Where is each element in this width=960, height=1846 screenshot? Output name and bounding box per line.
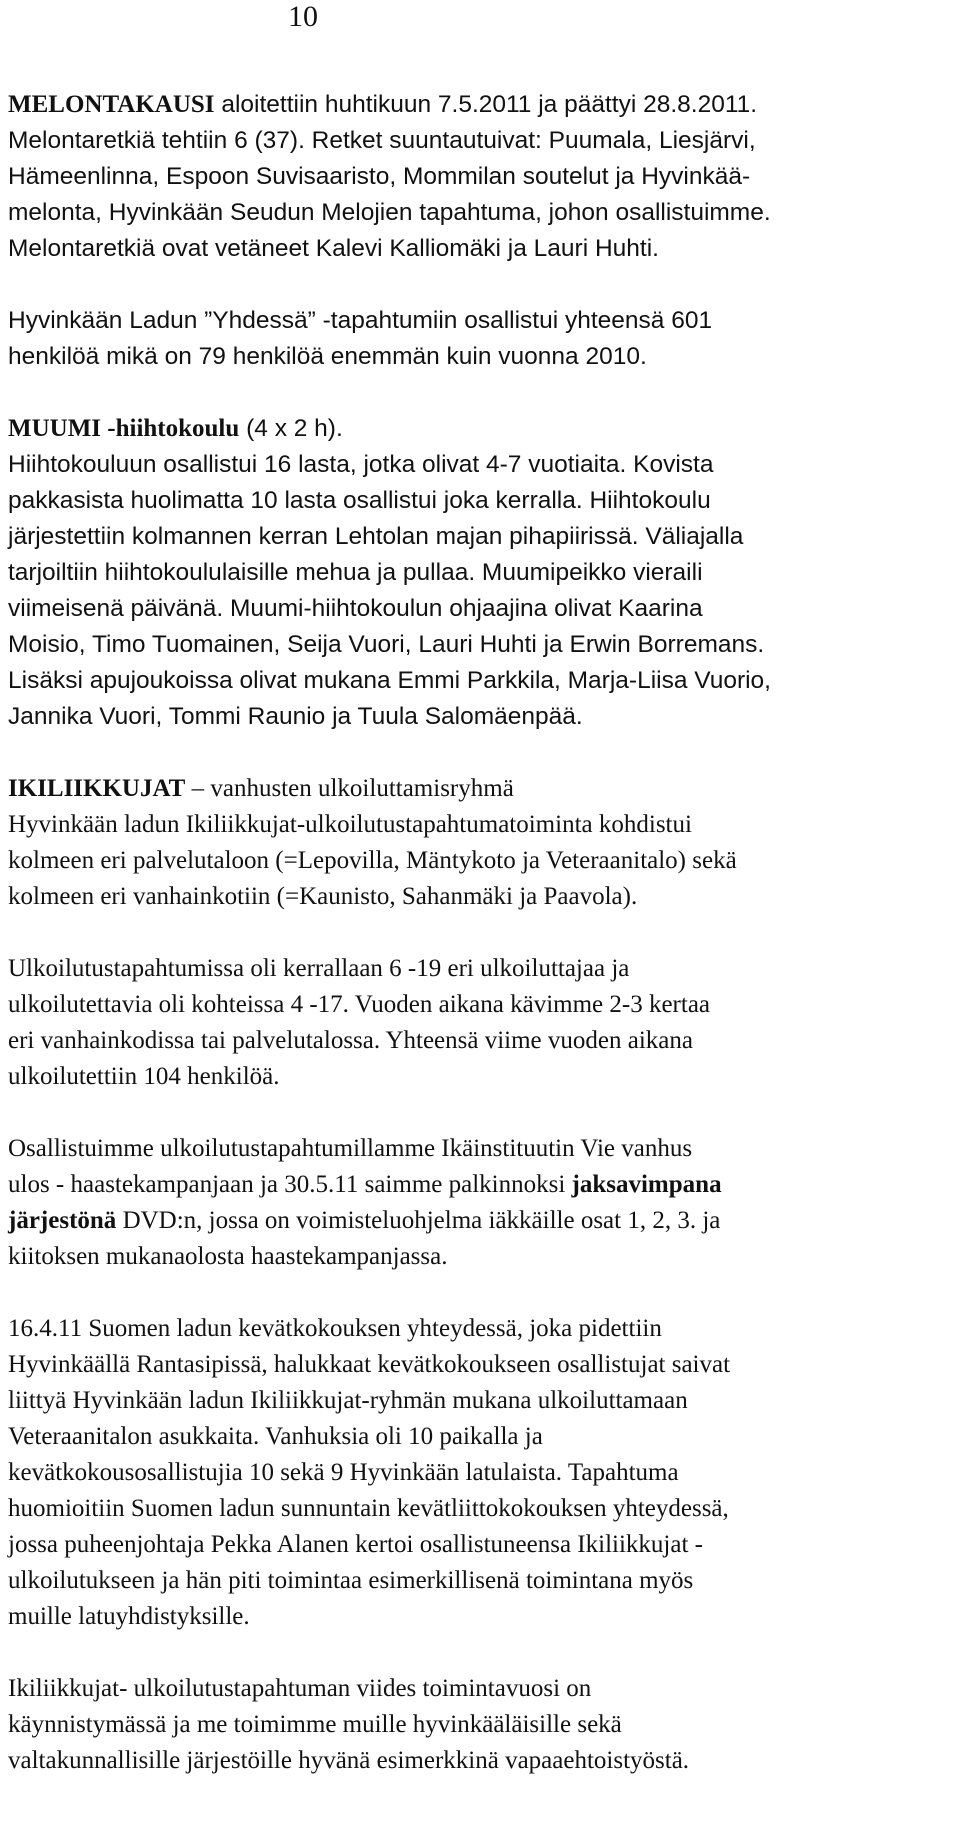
melonta-line: Hämeenlinna, Espoon Suvisaaristo, Mommilan soutelut ja Hyvinkää- xyxy=(8,163,751,190)
muumi-line: tarjoiltiin hiihtokoululaisille mehua ja pullaa. Muumipeikko vieraili xyxy=(8,559,703,586)
muumi-line: järjestettiin kolmannen kerran Lehtolan majan pihapiirissä. Väliajalla xyxy=(8,523,744,550)
kampanja-line: kiitoksen mukanaolosta haastekampanjassa. xyxy=(8,1243,448,1270)
muumi-paragraph xyxy=(8,411,952,735)
ikiliikkujat-line: kolmeen eri vanhainkotiin (=Kaunisto, Sahanmäki ja Paavola). xyxy=(8,883,638,910)
page-number: 10 xyxy=(288,0,318,33)
muumi-line: Moisio, Timo Tuomainen, Seija Vuori, Lauri Huhti ja Erwin Borremans. xyxy=(8,631,765,658)
muumi-line: Jannika Vuori, Tommi Raunio ja Tuula Salomäenpää. xyxy=(8,703,583,730)
kampanja-line: Osallistuimme ulkoilutustapahtumillamme Ikäinstituutin Vie vanhus xyxy=(8,1135,693,1162)
muumi-heading: MUUMI -hiihtokoulu xyxy=(8,415,240,442)
ulkoilu-line: ulkoilutettavia oli kohteissa 4 -17. Vuoden aikana kävimme 2-3 kertaa xyxy=(8,991,711,1018)
kevatkokous-line: jossa puheenjohtaja Pekka Alanen kertoi osallistuneensa Ikiliikkujat - xyxy=(8,1531,703,1558)
kampanja-line: ulos - haastekampanjaan ja 30.5.11 saimme palkinnoksi jaksavimpana xyxy=(8,1171,722,1198)
ikiliikkujat-heading-line: IKILIIKKUJAT – vanhusten ulkoiluttamisryhmä xyxy=(8,775,514,802)
yhdessa-paragraph xyxy=(8,303,952,375)
kevatkokous-line: liittyä Hyvinkään ladun Ikiliikkujat-ryhmän mukana ulkoiluttamaan xyxy=(8,1387,688,1414)
kevatkokous-line: kevätkokousosallistujia 10 sekä 9 Hyvinkään latulaista. Tapahtuma xyxy=(8,1459,679,1486)
muumi-heading-line: MUUMI -hiihtokoulu (4 x 2 h). xyxy=(8,415,343,442)
ikiliikkujat-line: Hyvinkään ladun Ikiliikkujat-ulkoilutustapahtumatoiminta kohdistui xyxy=(8,811,692,838)
melonta-line: melonta, Hyvinkään Seudun Melojien tapahtuma, johon osallistuimme. xyxy=(8,199,771,226)
melonta-line: Melontaretkiä ovat vetäneet Kalevi Kalliomäki ja Lauri Huhti. xyxy=(8,235,659,262)
kevatkokous-line: 16.4.11 Suomen ladun kevätkokouksen yhteydessä, joka pidettiin xyxy=(8,1315,662,1342)
viides-line: Ikiliikkujat- ulkoilutustapahtuman viides toimintavuosi on xyxy=(8,1675,592,1702)
ulkoilu-line: eri vanhainkodissa tai palvelutalossa. Yhteensä viime vuoden aikana xyxy=(8,1027,693,1054)
ikiliikkujat-heading: IKILIIKKUJAT xyxy=(8,775,186,802)
muumi-line: Lisäksi apujoukoissa olivat mukana Emmi Parkkila, Marja-Liisa Vuorio, xyxy=(8,667,771,694)
melonta-heading: MELONTAKAUSI xyxy=(8,91,215,118)
ulkoilu-line: ulkoilutettiin 104 henkilöä. xyxy=(8,1063,280,1090)
jarjestona-bold: järjestönä xyxy=(8,1207,117,1234)
viides-line: valtakunnallisille järjestöille hyvänä esimerkkinä vapaaehtoistyöstä. xyxy=(8,1747,690,1774)
ikiliikkujat-line: kolmeen eri palvelutaloon (=Lepovilla, Mäntykoto ja Veteraanitalo) sekä xyxy=(8,847,737,874)
muumi-line: pakkasista huolimatta 10 lasta osallistui joka kerralla. Hiihtokoulu xyxy=(8,487,711,514)
document-body xyxy=(8,87,952,1779)
kevatkokous-line: Veteraanitalon asukkaita. Vanhuksia oli 10 paikalla ja xyxy=(8,1423,543,1450)
yhdessa-line: Hyvinkään Ladun ”Yhdessä” -tapahtumiin osallistui yhteensä 601 xyxy=(8,307,713,334)
muumi-line: viimeisenä päivänä. Muumi-hiihtokoulun ohjaajina olivat Kaarina xyxy=(8,595,703,622)
kampanja-line: järjestönä DVD:n, jossa on voimisteluohjelma iäkkäille osat 1, 2, 3. ja xyxy=(8,1207,721,1234)
kevatkokous-line: muille latuyhdistyksille. xyxy=(8,1603,250,1630)
melonta-paragraph xyxy=(8,87,952,267)
kevatkokous-line: huomioitiin Suomen ladun sunnuntain kevätliittokokouksen yhteydessä, xyxy=(8,1495,729,1522)
kevatkokous-line: Hyvinkäällä Rantasipissä, halukkaat kevätkokoukseen osallistujat saivat xyxy=(8,1351,731,1378)
kevatkokous-line: ulkoilutukseen ja hän piti toimintaa esimerkillisenä toimintana myös xyxy=(8,1567,694,1594)
ulkoilu-line: Ulkoilutustapahtumissa oli kerrallaan 6 -19 eri ulkoiluttajaa ja xyxy=(8,955,630,982)
melonta-line-1: MELONTAKAUSI aloitettiin huhtikuun 7.5.2011 ja päättyi 28.8.2011. xyxy=(8,91,758,118)
kevatkokous-paragraph xyxy=(8,1311,952,1635)
muumi-line: Hiihtokouluun osallistui 16 lasta, jotka olivat 4-7 vuotiaita. Kovista xyxy=(8,451,714,478)
melonta-line: Melontaretkiä tehtiin 6 (37). Retket suuntautuivat: Puumala, Liesjärvi, xyxy=(8,127,756,154)
ikiliikkujat-paragraph xyxy=(8,771,952,915)
viides-paragraph xyxy=(8,1671,952,1779)
viides-line: käynnistymässä ja me toimimme muille hyvinkääläisille sekä xyxy=(8,1711,622,1738)
kampanja-paragraph xyxy=(8,1131,952,1275)
ulkoilu-paragraph xyxy=(8,951,952,1095)
yhdessa-line: henkilöä mikä on 79 henkilöä enemmän kuin vuonna 2010. xyxy=(8,343,647,370)
jaksavimpana-bold: jaksavimpana xyxy=(571,1171,722,1198)
